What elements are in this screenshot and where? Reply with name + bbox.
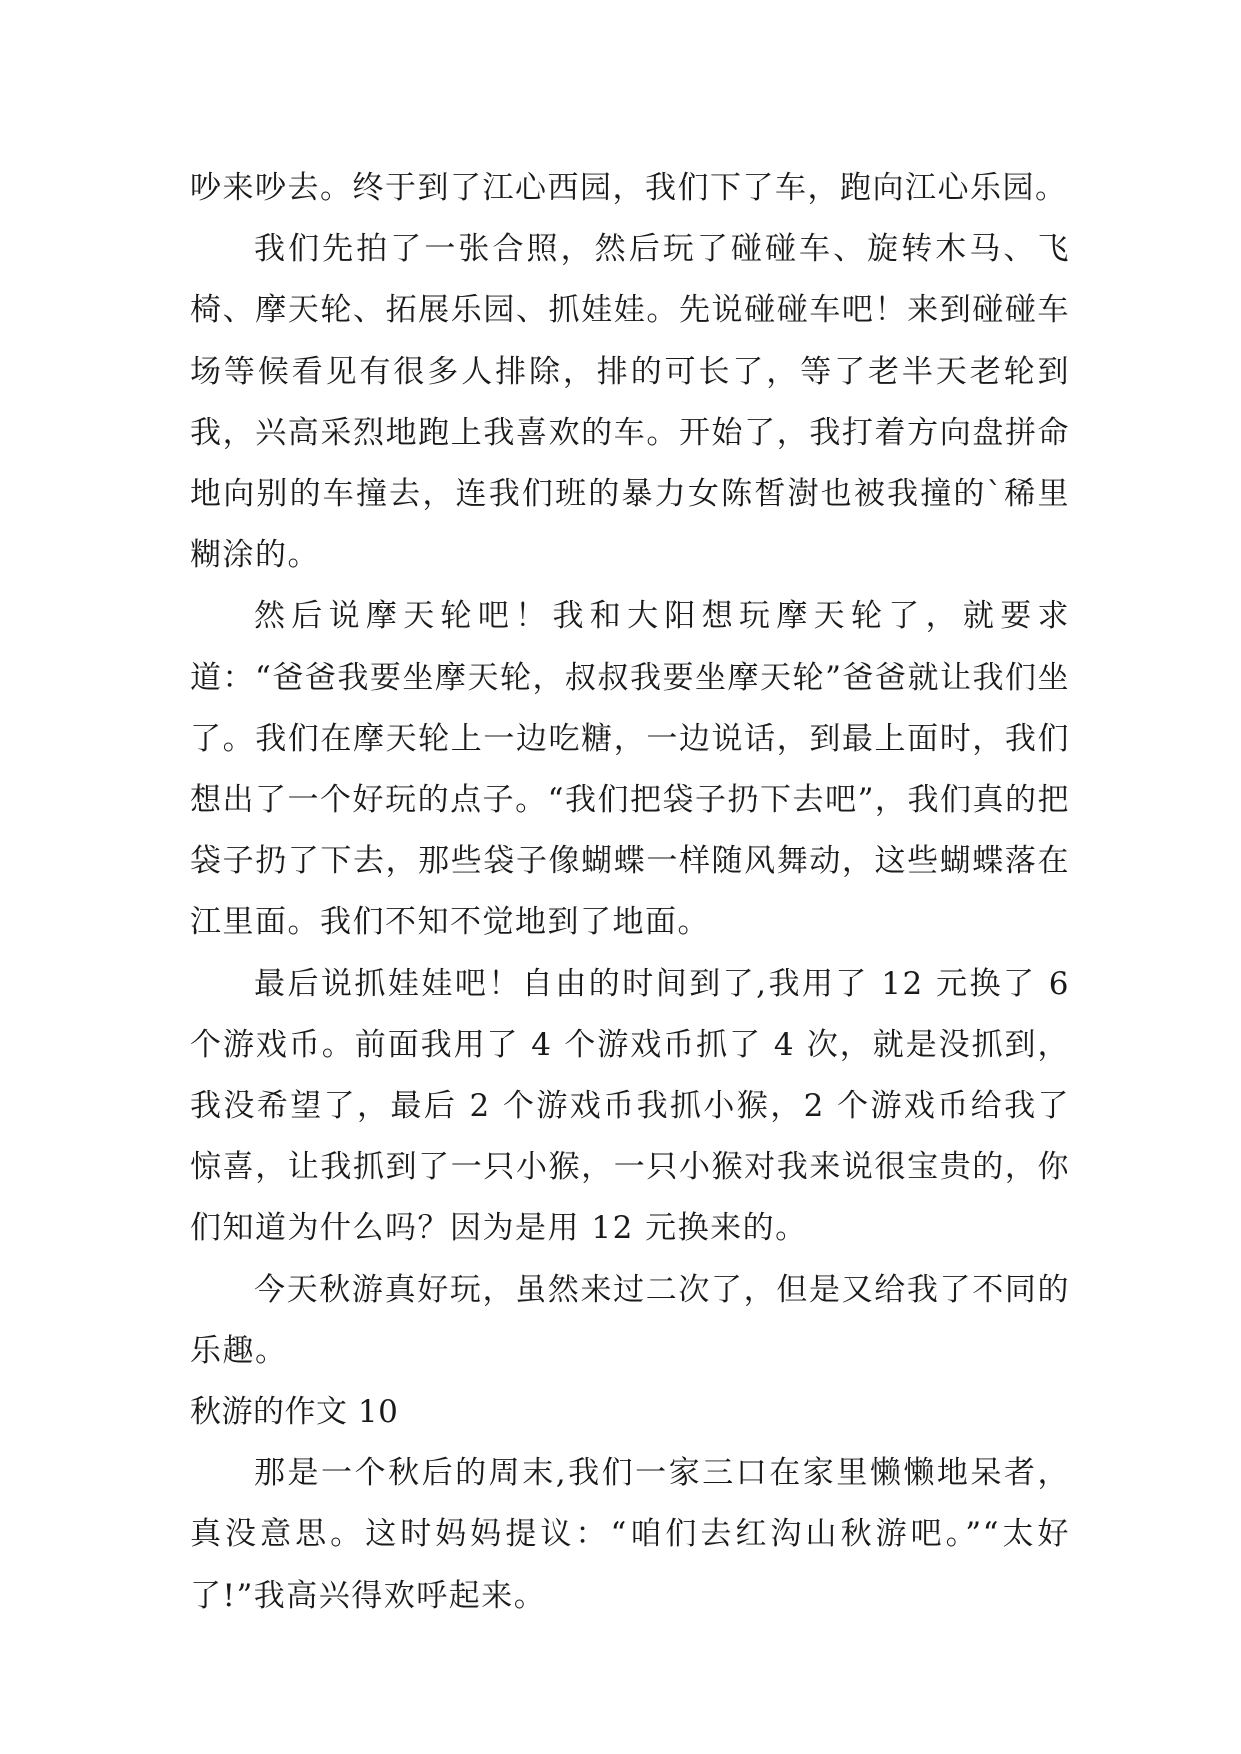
paragraph-2: 我们先拍了一张合照，然后玩了碰碰车、旋转木马、飞椅、摩天轮、拓展乐园、抓娃娃。先说碰碰车吧！来到碰碰车场等候看见有很多人排除，排的可长了，等了老半天老轮到我，兴高采烈地跑上我喜欢的车。开始了，我打着方向盘拼命地向别的车撞去，连我们班的暴力女陈皙澍也被我撞的`稀里糊涂的。 — [190, 231, 1070, 574]
essay-heading: 秋游的作文 10 — [190, 1394, 399, 1431]
paragraph-3: 然后说摩天轮吧！我和大阳想玩摩天轮了，就要求道：“爸爸我要坐摩天轮，叔叔我要坐摩天轮”爸爸就让我们坐了。我们在摩天轮上一边吃糖，一边说话，到最上面时，我们想出了一个好玩的点子。“我们把袋子扔下去吧”，我们真的把袋子扔了下去，那些袋子像蝴蝶一样随风舞动，这些蝴蝶落在江里面。我们不知不觉地到了地面。 — [190, 598, 1070, 941]
paragraph-5: 今天秋游真好玩，虽然来过二次了，但是又给我了不同的乐趣。 — [190, 1271, 1070, 1369]
document-body — [190, 158, 1070, 1627]
paragraph-1: 吵来吵去。终于到了江心西园，我们下了车，跑向江心乐园。 — [190, 170, 1068, 206]
paragraph-4: 最后说抓娃娃吧！自由的时间到了,我用了 12 元换了 6 个游戏币。前面我用了 4 个游戏币抓了 4 次，就是没抓到，我没希望了，最后 2 个游戏币我抓小猴，2 个游戏币给我了惊喜，让我抓到了一只小猴，一只小猴对我来说很宝贵的，你们知道为什么吗？因为是用 12 元换来的。 — [190, 965, 1070, 1247]
paragraph-6: 那是一个秋后的周末,我们一家三口在家里懒懒地呆者，真没意思。这时妈妈提议：“咱们去红沟山秋游吧。”“太好了!”我高兴得欢呼起来。 — [190, 1455, 1070, 1614]
